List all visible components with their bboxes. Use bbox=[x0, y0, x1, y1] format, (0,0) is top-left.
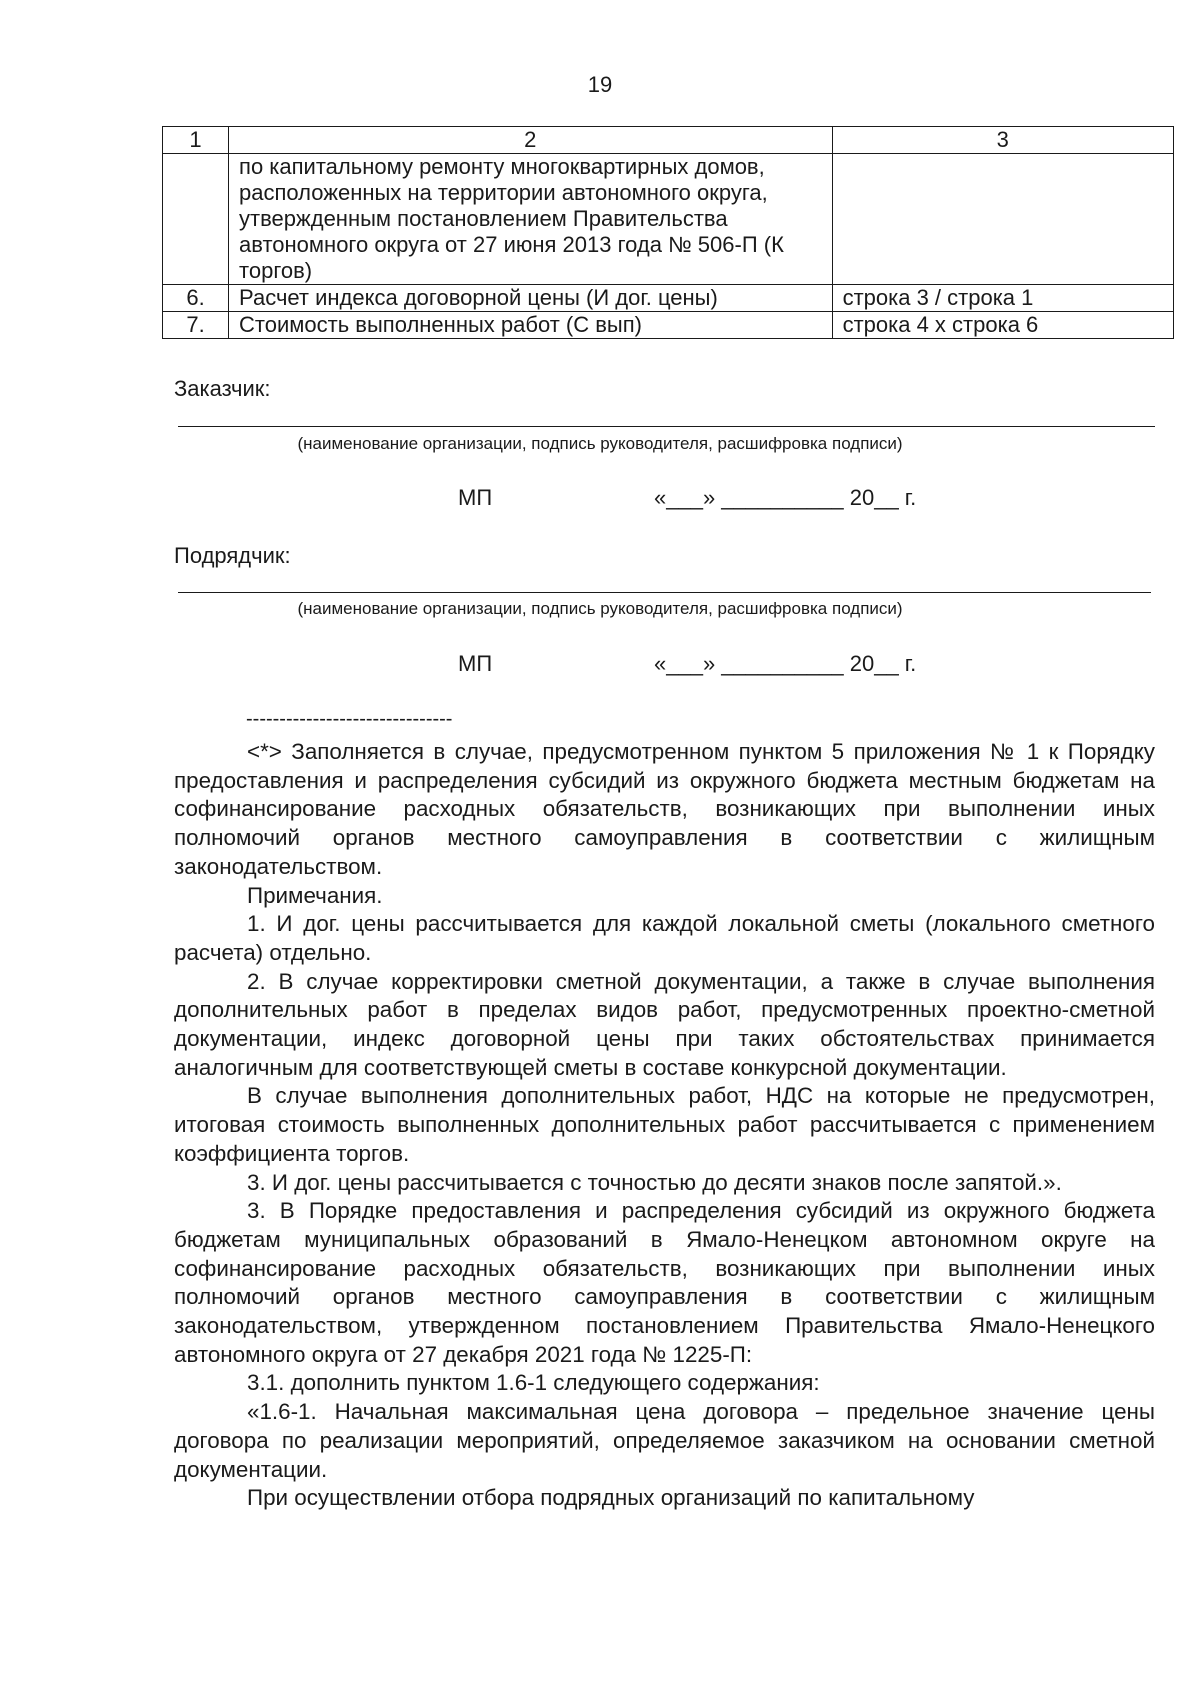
note-paragraph: 3. И дог. цены рассчитывается с точностью до десяти знаков после запятой.». bbox=[247, 1169, 1062, 1195]
amendment-paragraph: «1.6-1. Начальная максимальная цена договора – предельное значение цены договора по реализации мероприятий, определяемое заказчиком на основании сметной документации. bbox=[174, 1399, 1155, 1482]
row-formula: строка 3 / строка 1 bbox=[832, 285, 1173, 312]
table-row bbox=[163, 154, 1174, 285]
notes-heading: Примечания. bbox=[247, 882, 383, 908]
row-name: Стоимость выполненных работ (С вып) bbox=[229, 312, 833, 339]
table-row bbox=[163, 285, 1174, 312]
row-number: 7. bbox=[163, 312, 229, 339]
customer-label: Заказчик: bbox=[174, 376, 271, 401]
amendment-paragraph: 3. В Порядке предоставления и распределения субсидий из окружного бюджета бюджетам муниципальных образований в Ямало-Ненецком автономном округе на софинансирование расходных обязательств, возникающих при выполнении иных полномочий органов местного самоуправления в соответствии с жилищным законодательством, утвержденном постановлением Правительства Ямало-Ненецкого автономного округа от 27 декабря 2021 года № 1225-П: bbox=[174, 1198, 1155, 1367]
note-paragraph: 2. В случае корректировки сметной документации, а также в случае выполнения дополнительных работ в пределах видов работ, предусмотренных проектно-сметной документации, индекс договорной цены при таких обстоятельствах принимается аналогичным для соответствующей сметы в составе конкурсной документации. bbox=[174, 968, 1155, 1080]
contractor-stamp-mark: МП bbox=[458, 651, 493, 676]
page-number: 19 bbox=[587, 72, 613, 97]
footnote-separator: ------------------------------- bbox=[246, 708, 453, 730]
table-header-cell: 3 bbox=[832, 127, 1173, 154]
note-paragraph: 1. И дог. цены рассчитывается для каждой локальной сметы (локального сметного расчета) отдельно. bbox=[174, 911, 1155, 965]
table-header-cell: 1 bbox=[163, 127, 229, 154]
table-header-cell: 2 bbox=[229, 127, 833, 154]
table-row bbox=[163, 312, 1174, 339]
customer-stamp-mark: МП bbox=[458, 485, 493, 510]
row-formula: строка 4 х строка 6 bbox=[832, 312, 1173, 339]
row-number bbox=[163, 154, 229, 285]
body-text bbox=[174, 738, 1155, 1513]
contractor-signature-line bbox=[178, 592, 1151, 593]
contractor-label: Подрядчик: bbox=[174, 543, 291, 568]
row-name: Расчет индекса договорной цены (И дог. цены) bbox=[229, 285, 833, 312]
calculation-table bbox=[162, 126, 1174, 339]
row-formula bbox=[832, 154, 1173, 285]
row-number: 6. bbox=[163, 285, 229, 312]
note-paragraph: В случае выполнения дополнительных работ, НДС на которые не предусмотрен, итоговая стоимость выполненных дополнительных работ рассчитывается с применением коэффициента торгов. bbox=[174, 1083, 1155, 1166]
customer-signature-caption: (наименование организации, подпись руководителя, расшифровка подписи) bbox=[297, 434, 903, 453]
contractor-signature-caption: (наименование организации, подпись руководителя, расшифровка подписи) bbox=[297, 599, 903, 618]
customer-signature-line bbox=[178, 426, 1155, 427]
contractor-date-line: «___» __________ 20__ г. bbox=[654, 651, 917, 676]
footnote-paragraph: <*> Заполняется в случае, предусмотренном пунктом 5 приложения № 1 к Порядку предоставления и распределения субсидий из окружного бюджета местным бюджетам на софинансирование расходных обязательств, возникающих при выполнении иных полномочий органов местного самоуправления в соответствии с жилищным законодательством. bbox=[174, 739, 1155, 879]
amendment-paragraph: 3.1. дополнить пунктом 1.6-1 следующего содержания: bbox=[247, 1370, 820, 1396]
customer-date-line: «___» __________ 20__ г. bbox=[654, 485, 917, 510]
amendment-paragraph: При осуществлении отбора подрядных организаций по капитальному bbox=[247, 1485, 975, 1511]
row-name: по капитальному ремонту многоквартирных домов, расположенных на территории автономного округа, утвержденным постановлением Правительства автономного округа от 27 июня 2013 года № 506-П (К торгов) bbox=[229, 154, 833, 285]
table-header-row bbox=[163, 127, 1174, 154]
